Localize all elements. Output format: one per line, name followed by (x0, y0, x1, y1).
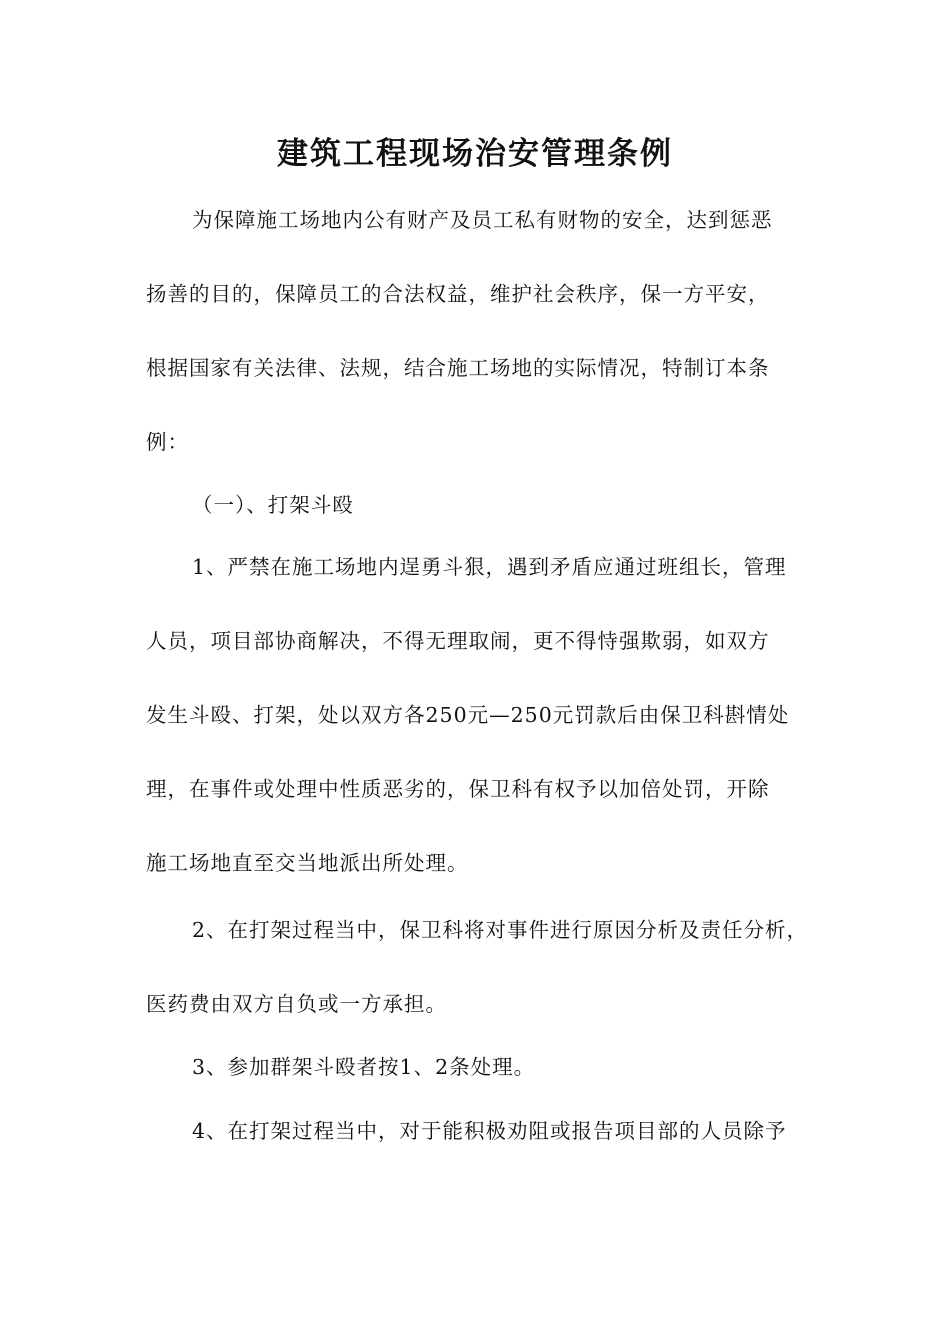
section-heading: （一）、打架斗殴 (192, 493, 354, 517)
item-3-line-1: 3、参加群架斗殴者按1、2条处理。 (192, 1055, 536, 1079)
intro-line-2: 扬善的目的，保障员工的合法权益，维护社会秩序，保一方平安， (146, 282, 770, 306)
item-1-line-5: 施工场地直至交当地派出所处理。 (146, 851, 469, 875)
item-4-paragraph (146, 1094, 816, 1168)
document-title: 建筑工程现场治安管理条例 (277, 136, 673, 172)
item-1-paragraph (146, 530, 816, 900)
item-3-paragraph (146, 1030, 816, 1104)
item-2-paragraph (146, 893, 816, 1041)
item-1-line-1: 1、严禁在施工场地内逞勇斗狠，遇到矛盾应通过班组长，管理 (192, 555, 787, 579)
intro-line-3: 根据国家有关法律、法规，结合施工场地的实际情况，特制订本条 (146, 356, 770, 380)
item-1-line-2: 人员，项目部协商解决，不得无理取闹，更不得恃强欺弱，如双方 (146, 629, 770, 653)
intro-line-4: 例： (146, 430, 189, 454)
item-1-line-3: 发生斗殴、打架，处以双方各250元—250元罚款后由保卫科斟情处 (146, 703, 790, 727)
item-2-line-1: 2、在打架过程当中，保卫科将对事件进行原因分析及责任分析， (192, 918, 809, 942)
intro-paragraph (146, 183, 816, 479)
item-1-line-4: 理，在事件或处理中性质恶劣的，保卫科有权予以加倍处罚，开除 (146, 777, 770, 801)
intro-line-1: 为保障施工场地内公有财产及员工私有财物的安全，达到惩恶 (192, 208, 773, 232)
item-4-line-1: 4、在打架过程当中，对于能积极劝阻或报告项目部的人员除予 (192, 1119, 787, 1143)
item-2-line-2: 医药费由双方自负或一方承担。 (146, 992, 447, 1016)
